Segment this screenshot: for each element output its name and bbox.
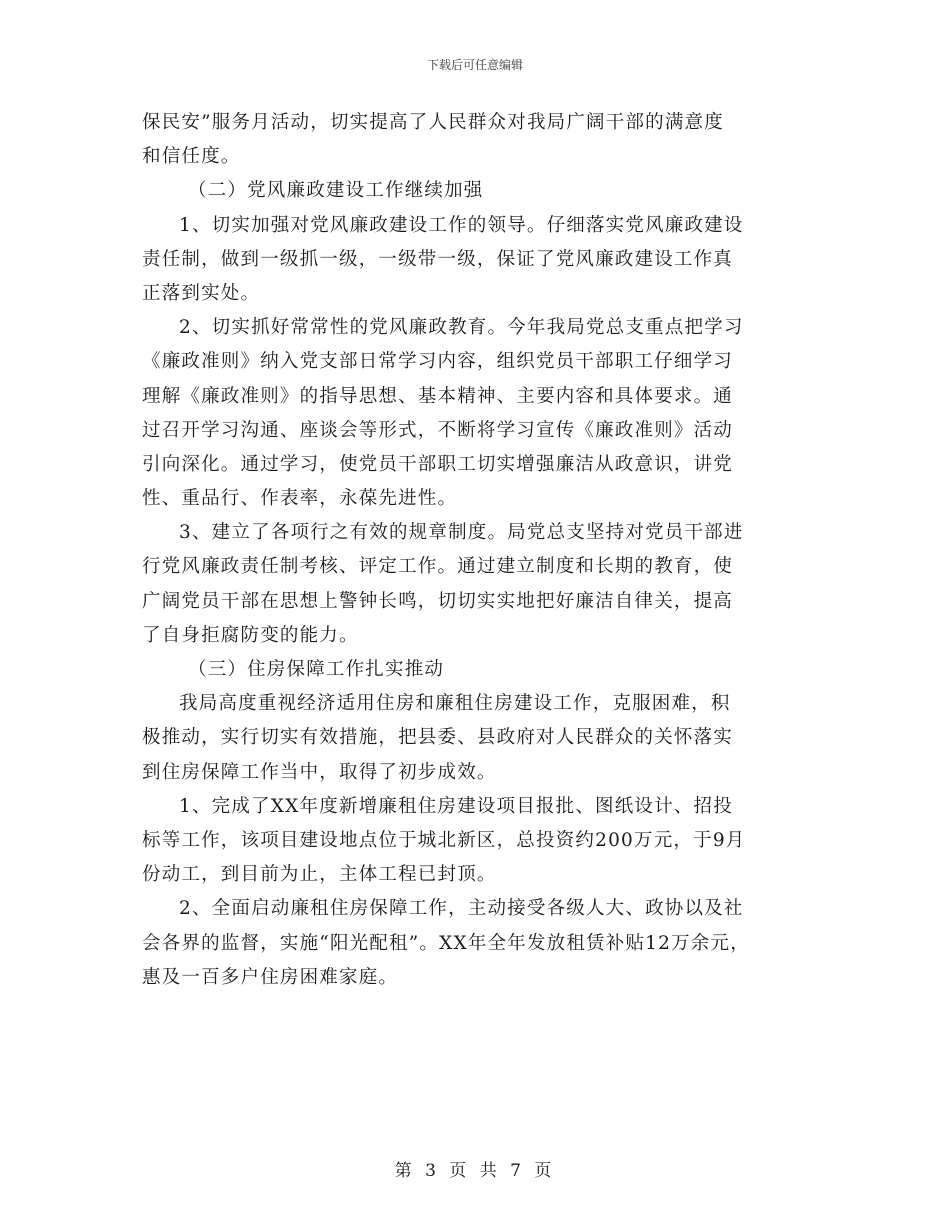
paragraph-start: 1、切实加强对党风廉政建设工作的领导。仔细落实党风廉政建设 (179, 214, 744, 236)
text-line: 惠及一百多户住房困难家庭。 (142, 966, 399, 988)
document-body (142, 106, 814, 995)
text-line: 正落到实处。 (142, 282, 261, 304)
text-line: 引向深化。通过学习，使党员干部职工切实增强廉洁从政意识，讲党 (142, 453, 734, 475)
paragraph-start: 1、完成了XX年度新增廉租住房建设项目报批、图纸设计、招投 (179, 795, 733, 817)
text-line: 和信任度。 (142, 146, 241, 168)
text-line: 行党风廉政责任制考核、评定工作。通过建立制度和长期的教育，使 (142, 556, 734, 578)
section-heading: （三）住房保障工作扎实推动 (188, 659, 445, 680)
text-line: 《廉政准则》纳入党支部日常学习内容，组织党员干部职工仔细学习 (142, 351, 734, 373)
paragraph-start: 2、全面启动廉租住房保障工作，主动接受各级人大、政协以及社 (179, 898, 744, 920)
text-line: 极推动，实行切实有效措施，把县委、县政府对人民群众的关怀落实 (142, 727, 734, 749)
text-line: 广阔党员干部在思想上警钟长鸣，切切实实地把好廉洁自律关，提高 (142, 590, 734, 612)
text-line: 性、重品行、作表率，永葆先进性。 (142, 488, 458, 510)
section-heading: （二）党风廉政建设工作继续加强 (188, 180, 484, 202)
paragraph-start: 2、切实抓好常常性的党风廉政教育。今年我局党总支重点把学习 (179, 317, 744, 339)
text-line: 理解《廉政准则》的指导思想、基本精神、主要内容和具体要求。通 (142, 385, 734, 407)
paragraph-start: 我局高度重视经济适用住房和廉租住房建设工作，克服困难，积 (179, 693, 731, 715)
paragraph-start: 3、建立了各项行之有效的规章制度。局党总支坚持对党员干部进 (179, 522, 744, 544)
text-line: 过召开学习沟通、座谈会等形式，不断将学习宣传《廉政准则》活动 (142, 419, 734, 441)
text-line: 了自身拒腐防变的能力。 (142, 624, 359, 646)
page-number-footer: 第 3 页 共 7 页 (394, 1161, 556, 1181)
text-line: 到住房保障工作当中，取得了初步成效。 (142, 761, 497, 783)
text-line: 标等工作，该项目建设地点位于城北新区，总投资约200万元，于9月 (142, 829, 746, 851)
text-line: 保民安”服务月活动，切实提高了人民群众对我局广阔干部的满意度 (142, 112, 724, 133)
text-line: 会各界的监督，实施“阳光配租”。XX年全年发放租赁补贴12万余元， (142, 932, 750, 954)
text-line: 责任制，做到一级抓一级，一级带一级，保证了党风廉政建设工作真 (142, 248, 734, 270)
text-line: 份动工，到目前为止，主体工程已封顶。 (142, 864, 497, 886)
page-header: 下载后可任意编辑 (426, 58, 523, 72)
